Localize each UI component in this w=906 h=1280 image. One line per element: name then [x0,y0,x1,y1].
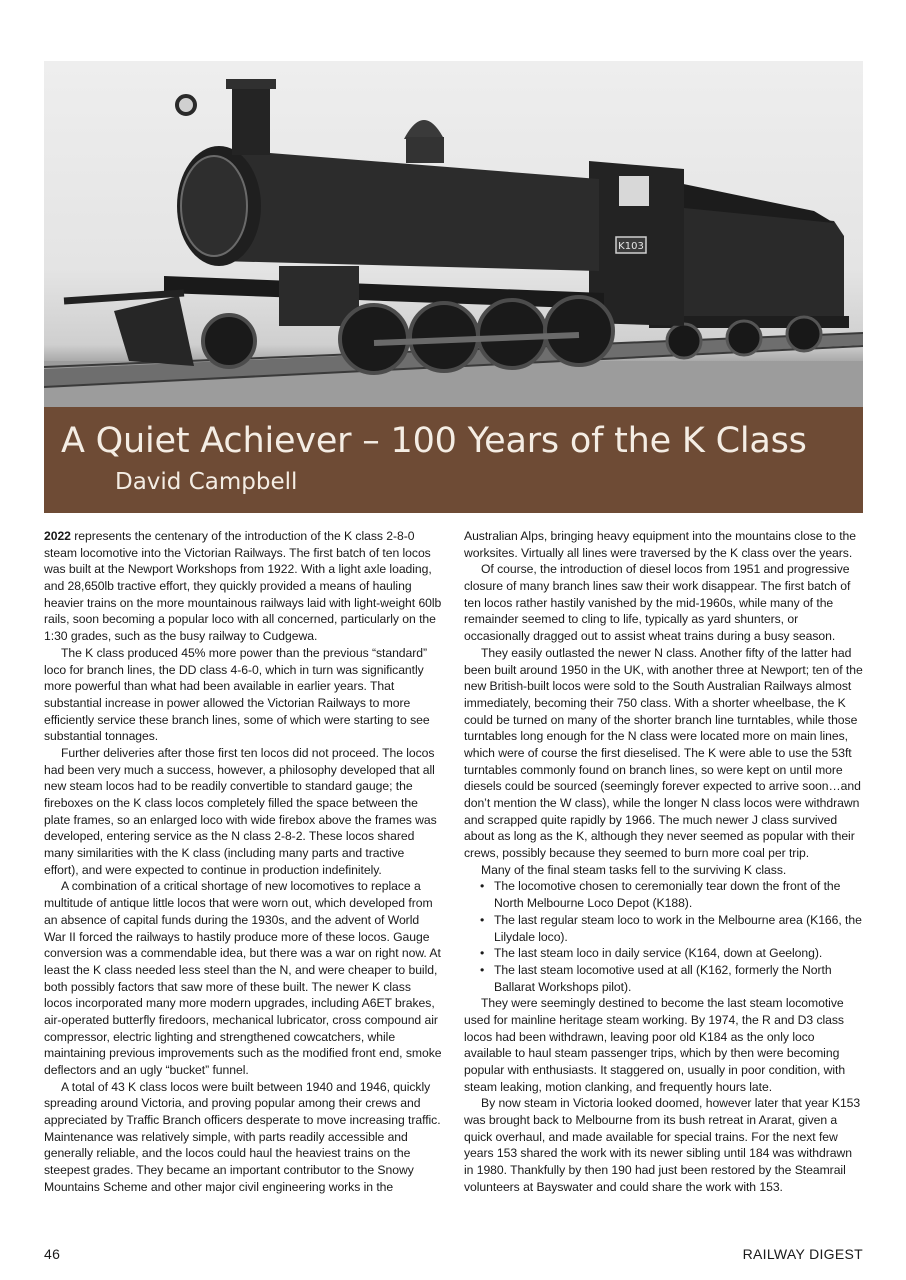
article-column-left [44,528,442,1196]
article-author: David Campbell [115,469,298,495]
paragraph: By now steam in Victoria looked doomed, however later that year K153 was brought back to Melbourne from its bush retreat in Ararat, given a quick overhaul, and made available for special trains. For the next few years 153 shared the work with its newer sibling until 184 was withdrawn in 1980. Thankfully by then 190 had just been restored by the Steamrail volunteers at Bayswater and could share the work with 153. [464,1096,861,1194]
bullet-list [464,878,864,995]
list-item-text: The last steam loco in daily service (K164, down at Geelong). [494,946,823,961]
list-item [464,878,864,911]
list-item [464,945,864,962]
bullet-icon: • [480,962,485,977]
lead-year: 2022 [44,529,71,543]
list-item-text: The locomotive chosen to ceremonially tear down the front of the North Melbourne Loco Depot (K188). [494,879,841,911]
list-item [464,912,864,945]
paragraph: The K class produced 45% more power than the previous “standard” loco for branch lines, the DD class 4-6-0, which in turn was significantly more powerful than what had been available in earlier years. That substantial increase in power allowed the Victorian Railways to more efficiently service these branch lines, some of which were starting to see substantial tonnages. [44,645,430,744]
locomotive-photo [44,61,863,407]
paragraph: They easily outlasted the newer N class. Another fifty of the latter had been built around 1950 in the UK, with another three at Newport; ten of the new British-built locos were sold to the South Australian Railways almost immediately, becoming their 750 class. With a shorter wheelbase, the K could be turned on many of the shorter branch line turntables, while those turntables long enough for the N class were located more on main lines, which were of course the first dieselised. The K were able to use the 53ft turntables commonly found on branch lines, so were kept on until more diesels could be sourced (seemingly forever expected to arrive soon…and don’t mention the W class), while the longer N class locos were withdrawn and scrapped quite rapidly by 1966. The much newer J class survived about as long as the K, although they never seemed as popular with their crews, possibly because they seemed to burn more coal per trip. [464,645,863,861]
paragraph: A total of 43 K class locos were built between 1940 and 1946, quickly spreading around Victoria, and proving popular among their crews and appreciated by Traffic Branch officers desperate to move increasing traffic. Maintenance was relatively simple, with parts readily accessible and generally reliable, and the locos could haul the heaviest trains on the steepest grades. They became an important contributor to the Snowy Mountains Scheme and other major civil engineering works in the [44,1079,441,1194]
number-plate-text: K103 [618,241,644,252]
page-number: 46 [44,1246,61,1262]
bullet-icon: • [480,912,485,927]
paragraph: A combination of a critical shortage of new locomotives to replace a multitude of antique little locos that were worn out, which developed from an absence of capital funds during the 1930s, and the advent of World War II forced the railways to hastily produce more of these locos. Gauge conversion was a commendable idea, but there was a war on right now. At least the K class needed less steel than the N, and were cheaper to build, both possibly factors that saw more of these built. The newer K class locos incorporated many more modern upgrades, including A6ET brakes, air-operated butterfly firedoors, mechanical lubricator, cross compound air compressor, electric lighting and strengthened cowcatchers, while maintaining previous improvements such as the modified front end, smoke deflectors and an ugly “bucket” funnel. [44,879,442,1077]
bullet-icon: • [480,946,485,961]
list-item-text: The last steam locomotive used at all (K162, formerly the North Ballarat Workshops pilot). [494,962,832,994]
article-title: A Quiet Achiever – 100 Years of the K Class [61,421,807,461]
paragraph: Further deliveries after those first ten locos did not proceed. The locos had been very much a success, however, a philosophy developed that all new steam locos had to be readily convertible to standard gauge; the fireboxes on the K class locos completely filled the space between the plate frames, so an enlarged loco with wide firebox above the frames was developed, entering service as the N class 2-8-2. These locos shared many similarities with the K class (including many parts and tractive effort), and were expected to continue in production indefinitely. [44,745,437,877]
bullet-icon: • [480,879,485,894]
paragraph [44,528,442,645]
article-column-right [464,528,864,1196]
paragraph: Australian Alps, bringing heavy equipment into the mountains close to the worksites. Virtually all lines were traversed by the K class over the years. [464,529,857,560]
list-item-text: The last regular steam loco to work in the Melbourne area (K166, the Lilydale loco). [494,912,862,944]
paragraph: They were seemingly destined to become the last steam locomotive used for mainline heritage steam working. By 1974, the R and D3 class locos had been withdrawn, leaving poor old K184 as the only loco available to haul steam passenger trips, which by then were becoming popular with enthusiasts. It staggered on, usually in poor condition, with steam leaking, motion clanking, and frequently hours late. [464,996,846,1094]
paragraph: Many of the final steam tasks fell to the surviving K class. [481,862,787,877]
magazine-name: RAILWAY DIGEST [742,1246,863,1262]
paragraph: Of course, the introduction of diesel locos from 1951 and progressive closure of many branch lines saw their work disappear. The first batch of ten locos rather hastily vanished by the mid-1960s, while many of the remainder seemed to cling to life, typically as yard shunters, or occasionally dragged out to assist wheat trains during a busy season. [464,562,851,644]
title-banner [44,407,863,513]
paragraph-text: represents the centenary of the introduction of the K class 2-8-0 steam locomotive into the Victorian Railways. The first batch of ten locos was built at the Newport Workshops from 1922. With a light axle loading, and 28,650lb tractive effort, they quickly provided a means of hauling heavier trains on the more mountainous railways laid with light-weight 60lb rails, soon becoming a popular loco with all concerned, particularly on the 1:30 grades, such as the busy railway to Cudgewa. [44,529,442,644]
list-item [464,962,864,995]
